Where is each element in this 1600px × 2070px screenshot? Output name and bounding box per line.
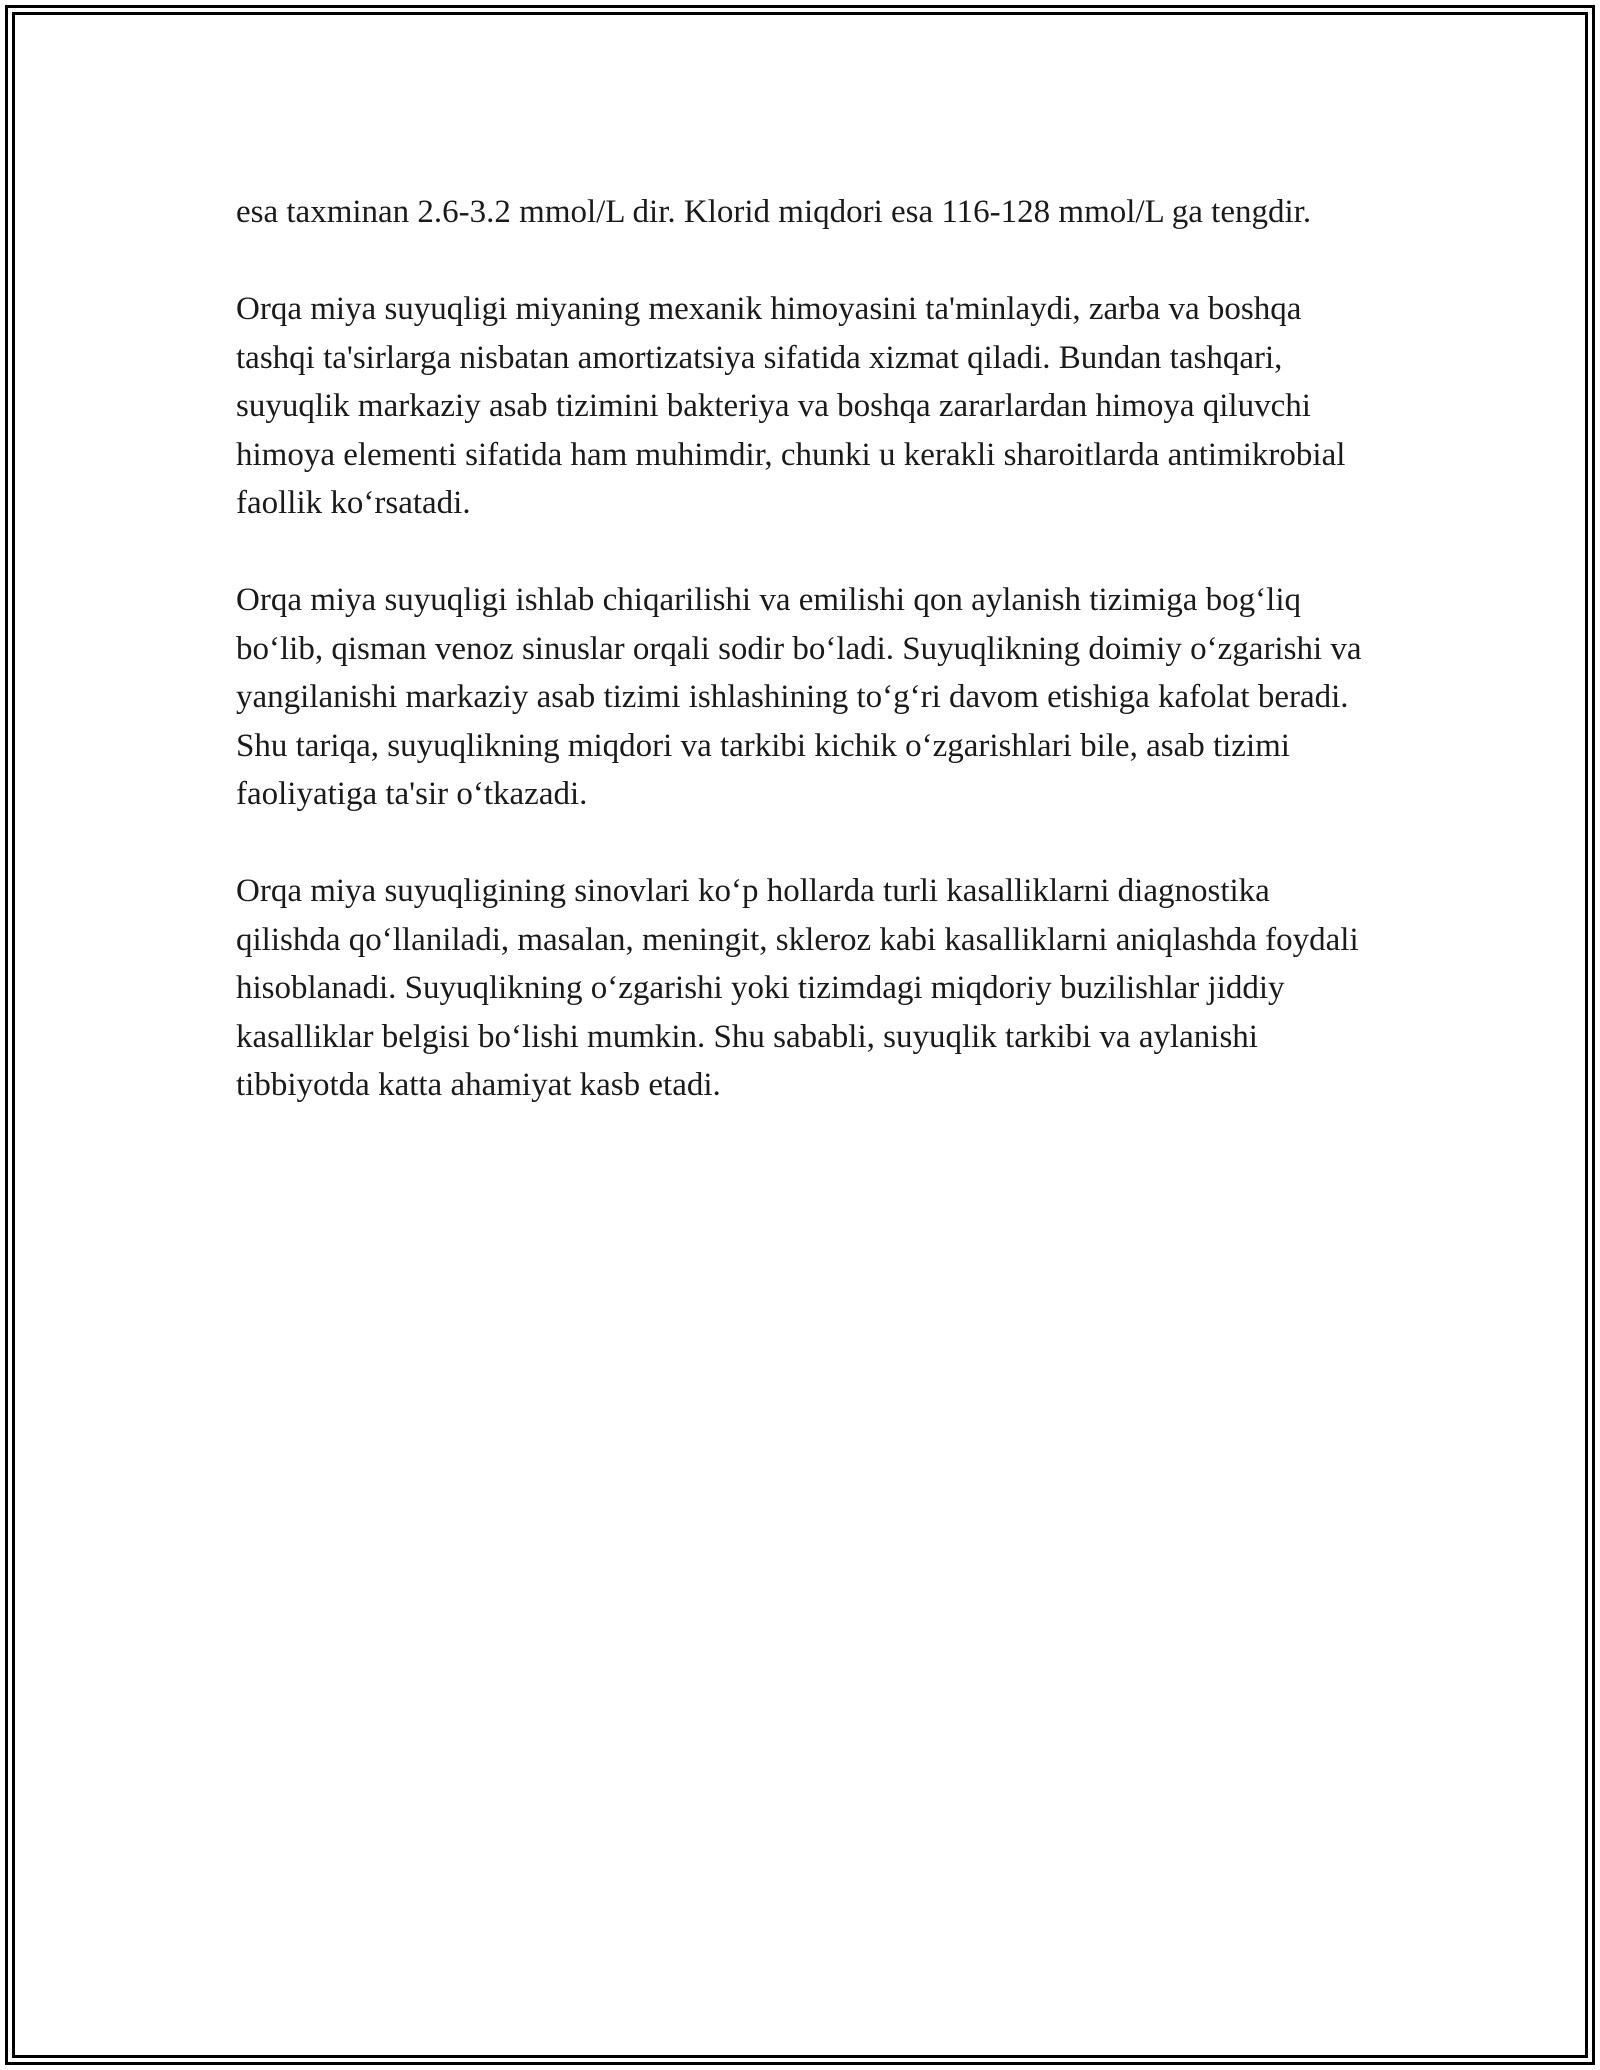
document-body	[236, 188, 1376, 1158]
paragraph-2: Orqa miya suyuqligi miyaning mexanik himoyasini ta'minlaydi, zarba va boshqa tashqi ta'sirlarga nisbatan amortizatsiya sifatida xizmat qiladi. Bundan tashqari, suyuqlik markaziy asab tizimini bakteriya va boshqa zararlardan himoya qiluvchi himoya elementi sifatida ham muhimdir, chunki u kerakli sharoitlarda antimikrobial faollik koʻrsatadi.	[236, 291, 1346, 521]
paragraph-3: Orqa miya suyuqligi ishlab chiqarilishi va emilishi qon aylanish tizimiga bogʻliq boʻlib, qisman venoz sinuslar orqali sodir boʻladi. Suyuqlikning doimiy oʻzgarishi va yangilanishi markaziy asab tizimi ishlashining toʻgʻri davom etishiga kafolat beradi. Shu tariqa, suyuqlikning miqdori va tarkibi kichik oʻzgarishlari bile, asab tizimi faoliyatiga ta'sir oʻtkazadi.	[236, 582, 1362, 812]
paragraph-4: Orqa miya suyuqligining sinovlari koʻp hollarda turli kasalliklarni diagnostika qilishda qoʻllaniladi, masalan, meningit, skleroz kabi kasalliklarni aniqlashda foydali hisoblanadi. Suyuqlikning oʻzgarishi yoki tizimdagi miqdoriy buzilishlar jiddiy kasalliklar belgisi boʻlishi mumkin. Shu sababli, suyuqlik tarkibi va aylanishi tibbiyotda katta ahamiyat kasb etadi.	[236, 873, 1359, 1103]
paragraph-1: esa taxminan 2.6-3.2 mmol/L dir. Klorid miqdori esa 116-128 mmol/L ga tengdir.	[236, 194, 1312, 230]
